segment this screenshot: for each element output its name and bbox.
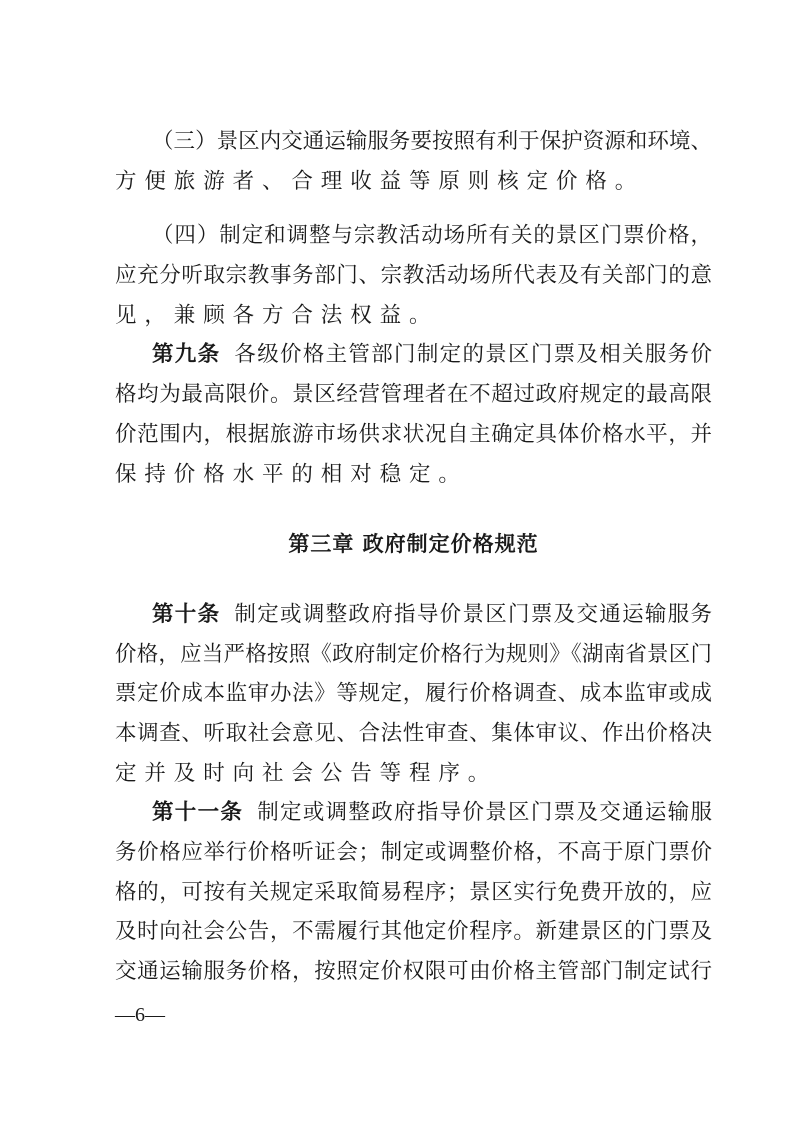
- text-line: [115, 754, 712, 794]
- paragraph: [115, 595, 712, 793]
- line-text: 方便旅游者、合理收益等原则核定价格。: [115, 168, 645, 194]
- line-text: 票定价成本监审办法》等规定，履行价格调查、成本监审或成: [115, 681, 712, 707]
- text-line: [115, 122, 712, 162]
- paragraph: [115, 122, 712, 201]
- line-text: 保持价格水平的相对稳定。: [115, 461, 468, 487]
- text-line: [115, 873, 712, 913]
- text-line: [115, 335, 712, 375]
- line-text: （三）景区内交通运输服务要按照有利于保护资源和环境、: [152, 129, 712, 154]
- text-line: [115, 674, 712, 714]
- text-line: [115, 162, 712, 202]
- line-text: 制定或调整政府指导价景区门票及交通运输服务: [234, 601, 712, 627]
- paragraph: [115, 335, 712, 494]
- text-line: [115, 595, 712, 635]
- article-label: 第十一条: [152, 800, 244, 826]
- text-line: [115, 635, 712, 675]
- text-line: [115, 793, 712, 833]
- text-line: [115, 375, 712, 415]
- line-text: 应充分听取宗教事务部门、宗教活动场所代表及有关部门的意: [115, 263, 712, 289]
- text-line: [115, 256, 712, 296]
- line-text: 交通运输服务价格，按照定价权限可由价格主管部门制定试行: [115, 959, 712, 985]
- text-line: [115, 216, 712, 256]
- section-part-1: [115, 122, 712, 494]
- line-text: 制定或调整政府指导价景区门票及交通运输服: [257, 800, 712, 826]
- line-text: 价格，应当严格按照《政府制定价格行为规则》《湖南省景区门: [115, 641, 712, 667]
- text-line: [115, 833, 712, 873]
- line-text: 本调查、听取社会意见、合法性审查、集体审议、作出价格决: [115, 720, 712, 746]
- line-text: 格的，可按有关规定采取简易程序；景区实行免费开放的，应: [115, 879, 712, 905]
- text-line: [115, 415, 712, 455]
- text-line: [115, 912, 712, 952]
- text-line: [115, 714, 712, 754]
- text-line: [115, 952, 712, 992]
- line-text: 见，兼顾各方合法权益。: [115, 302, 439, 328]
- line-text: 价范围内，根据旅游市场供求状况自主确定具体价格水平，并: [115, 421, 712, 447]
- line-text: 定并及时向社会公告等程序。: [115, 760, 498, 786]
- document-body: [115, 122, 712, 992]
- paragraph: [115, 216, 712, 335]
- line-text: （四）制定和调整与宗教活动场所有关的景区门票价格，: [152, 223, 712, 249]
- line-text: 及时向社会公告，不需履行其他定价程序。新建景区的门票及: [115, 919, 712, 945]
- line-text: 务价格应举行价格听证会；制定或调整价格，不高于原门票价: [115, 840, 712, 865]
- article-label: 第九条: [152, 342, 221, 368]
- line-text: 格均为最高限价。景区经营管理者在不超过政府规定的最高限: [115, 382, 712, 408]
- section-part-2: [115, 595, 712, 992]
- paragraph: [115, 793, 712, 991]
- page-number: —6—: [115, 1004, 165, 1026]
- chapter-heading: 第三章 政府制定价格规范: [288, 532, 539, 557]
- text-line: [115, 296, 712, 336]
- line-text: 各级价格主管部门制定的景区门票及相关服务价: [234, 342, 712, 368]
- article-label: 第十条: [152, 601, 221, 627]
- text-line: [115, 455, 712, 495]
